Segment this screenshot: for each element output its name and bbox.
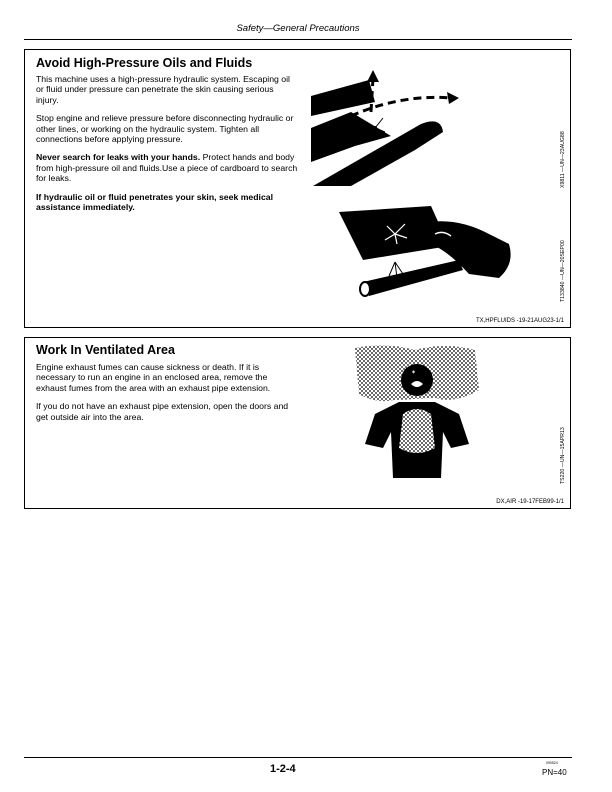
figure-label: TS220 —UN—15APR13 bbox=[560, 427, 566, 484]
header-rule bbox=[24, 39, 572, 40]
reference-code: TX,HPFLUIDS -19-21AUG23-1/1 bbox=[475, 318, 564, 324]
section-body bbox=[36, 362, 298, 430]
paragraph: Never search for leaks with your hands. Protect hands and body from high-pressure oil and fluids.Use a piece of cardboard to search for leaks. bbox=[36, 152, 298, 184]
section-body bbox=[36, 74, 298, 220]
pressure-leak-illustration bbox=[311, 66, 539, 186]
pn-label: PN=40 bbox=[542, 768, 567, 777]
exhaust-fumes-illustration bbox=[355, 344, 505, 478]
figure-label: T133840 —UN—20SEP00 bbox=[560, 240, 566, 302]
paragraph: Stop engine and relieve pressure before disconnecting hydraulic or other lines, or working on the hydraulic system. Tighten all connections before applying pressure. bbox=[36, 113, 294, 145]
figure-label: X9811 —UN—23AUG88 bbox=[560, 131, 566, 188]
cardboard-leak-check-illustration bbox=[339, 204, 539, 304]
paragraph: Engine exhaust fumes can cause sickness or death. If it is necessary to run an engine in an enclosed area, remove the exhaust fumes from the area with an exhaust pipe extension. bbox=[36, 362, 271, 393]
paragraph: This machine uses a high-pressure hydraulic system. Escaping oil or fluid under pressure can penetrate the skin causing serious injury. bbox=[36, 74, 290, 105]
paragraph: If hydraulic oil or fluid penetrates your skin, seek medical assistance immediately. bbox=[36, 191, 274, 213]
section-title: Avoid High-Pressure Oils and Fluids bbox=[36, 56, 253, 70]
reference-code: DX,AIR -19-17FEB99-1/1 bbox=[496, 499, 564, 505]
footer-rule bbox=[24, 757, 572, 758]
svg-text:✶: ✶ bbox=[411, 369, 417, 376]
footer-code: 090524 bbox=[546, 761, 558, 765]
section-ventilated-area bbox=[24, 337, 571, 509]
paragraph: If you do not have an exhaust pipe extension, open the doors and get outside air into the area. bbox=[36, 401, 289, 422]
header-title: Safety—General Precautions bbox=[236, 23, 360, 34]
section-high-pressure-fluids bbox=[24, 49, 571, 328]
page-number: 1-2-4 bbox=[270, 763, 296, 775]
section-title: Work In Ventilated Area bbox=[36, 343, 175, 357]
